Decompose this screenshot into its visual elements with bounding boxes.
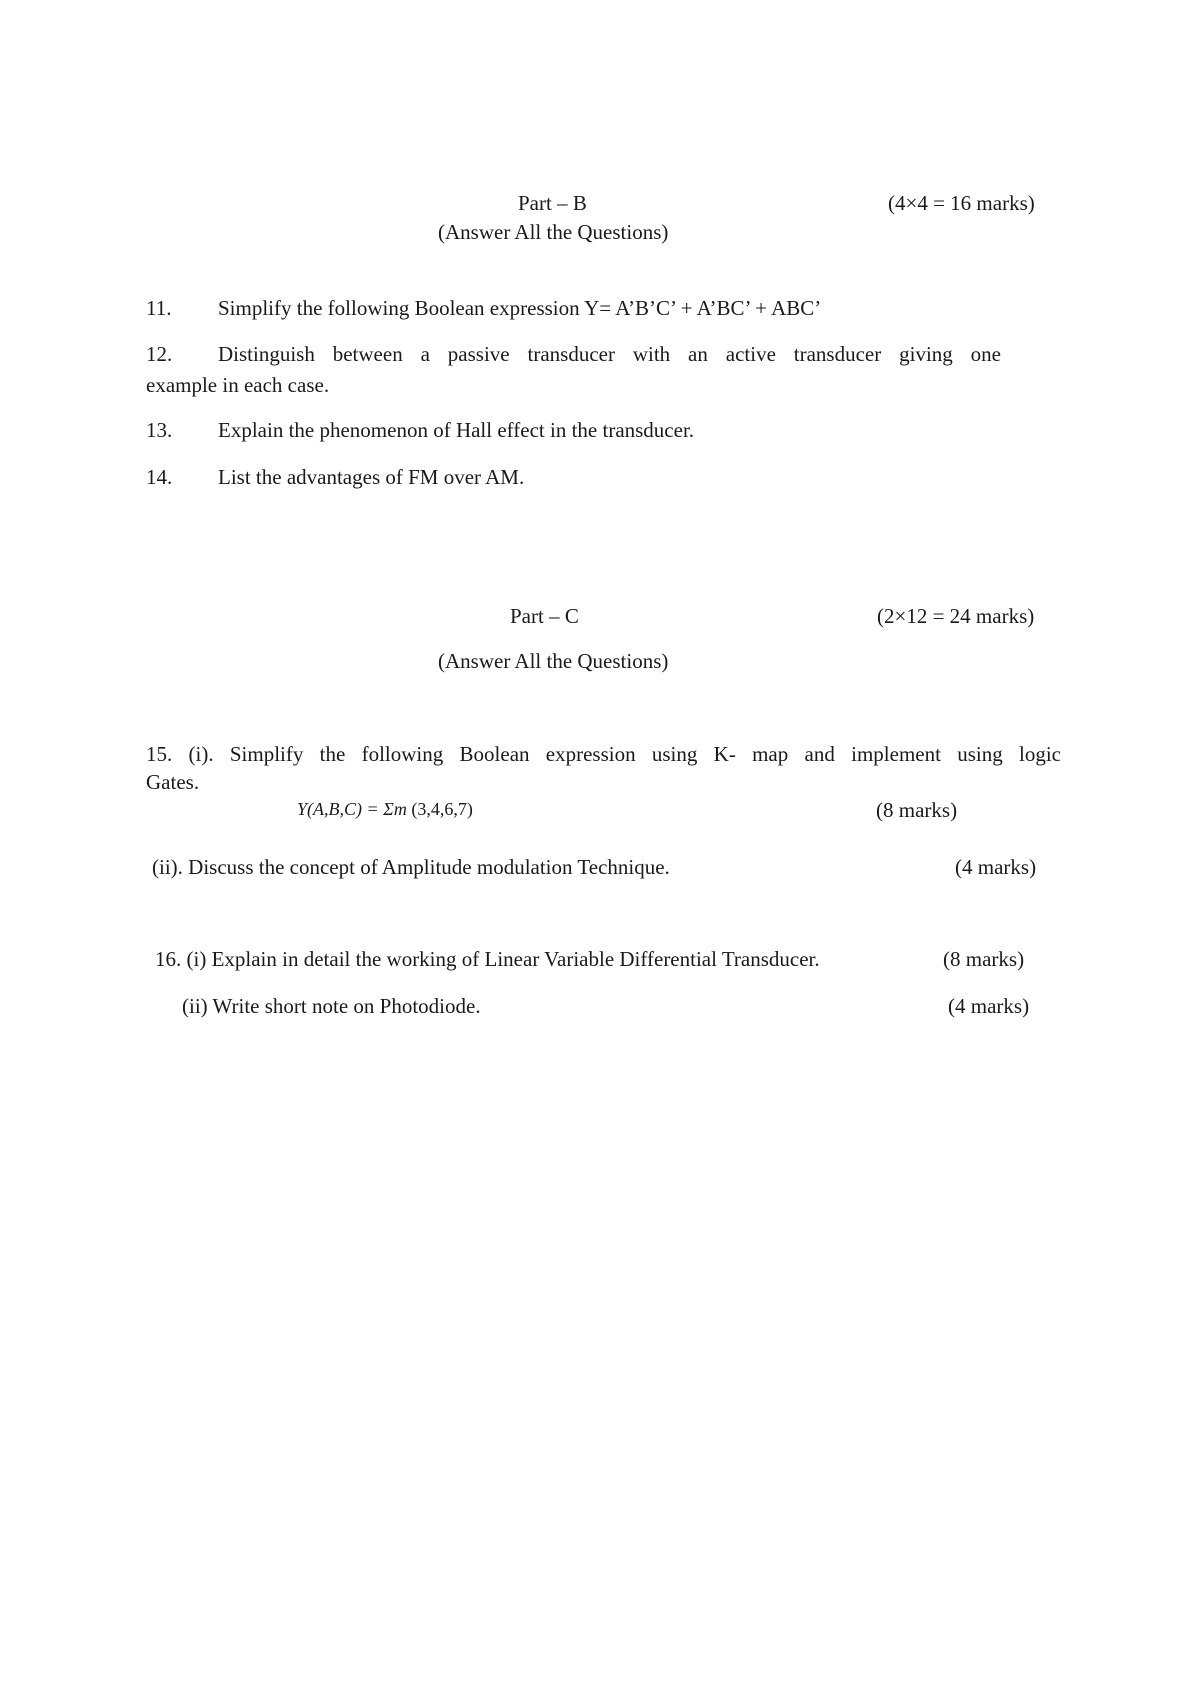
question-14-text: List the advantages of FM over AM. [218, 465, 525, 489]
part-c-instruction: (Answer All the Questions) [438, 649, 669, 673]
part-b-marks: (4×4 = 16 marks) [888, 191, 1035, 215]
question-12-line2: example in each case. [146, 373, 330, 397]
formula-sum: Σm [383, 799, 407, 819]
question-13-number: 13. [146, 418, 173, 442]
question-15-i-marks: (8 marks) [876, 798, 958, 822]
question-12-number: 12. [146, 342, 173, 366]
part-c-marks: (2×12 = 24 marks) [877, 604, 1035, 628]
question-13-text: Explain the phenomenon of Hall effect in the transducer. [218, 418, 695, 442]
part-c-title: Part – C [510, 604, 579, 628]
question-14-number: 14. [146, 465, 173, 489]
formula-lhs: Y(A,B,C) = [297, 799, 379, 819]
question-15-i-line2: Gates. [146, 770, 200, 794]
part-b-instruction: (Answer All the Questions) [438, 220, 669, 244]
question-15-i-line1: 15. (i). Simplify the following Boolean expression using K- map and implement using logic [146, 742, 1061, 766]
question-15-ii-text: (ii). Discuss the concept of Amplitude modulation Technique. [152, 855, 670, 879]
question-11-number: 11. [146, 296, 172, 320]
question-12-line1: Distinguish between a passive transducer with an active transducer giving one [218, 342, 1001, 366]
question-16-ii-marks: (4 marks) [948, 994, 1030, 1018]
question-16-ii-text: (ii) Write short note on Photodiode. [182, 994, 481, 1018]
boolean-formula [297, 800, 473, 818]
question-16-i-text: 16. (i) Explain in detail the working of Linear Variable Differential Transducer. [155, 947, 820, 971]
part-b-title: Part – B [518, 191, 587, 215]
question-15-ii-marks: (4 marks) [955, 855, 1037, 879]
question-11-text: Simplify the following Boolean expression Y= A’B’C’ + A’BC’ + ABC’ [218, 296, 822, 320]
question-16-i-marks: (8 marks) [943, 947, 1025, 971]
formula-terms: (3,4,6,7) [411, 799, 473, 819]
